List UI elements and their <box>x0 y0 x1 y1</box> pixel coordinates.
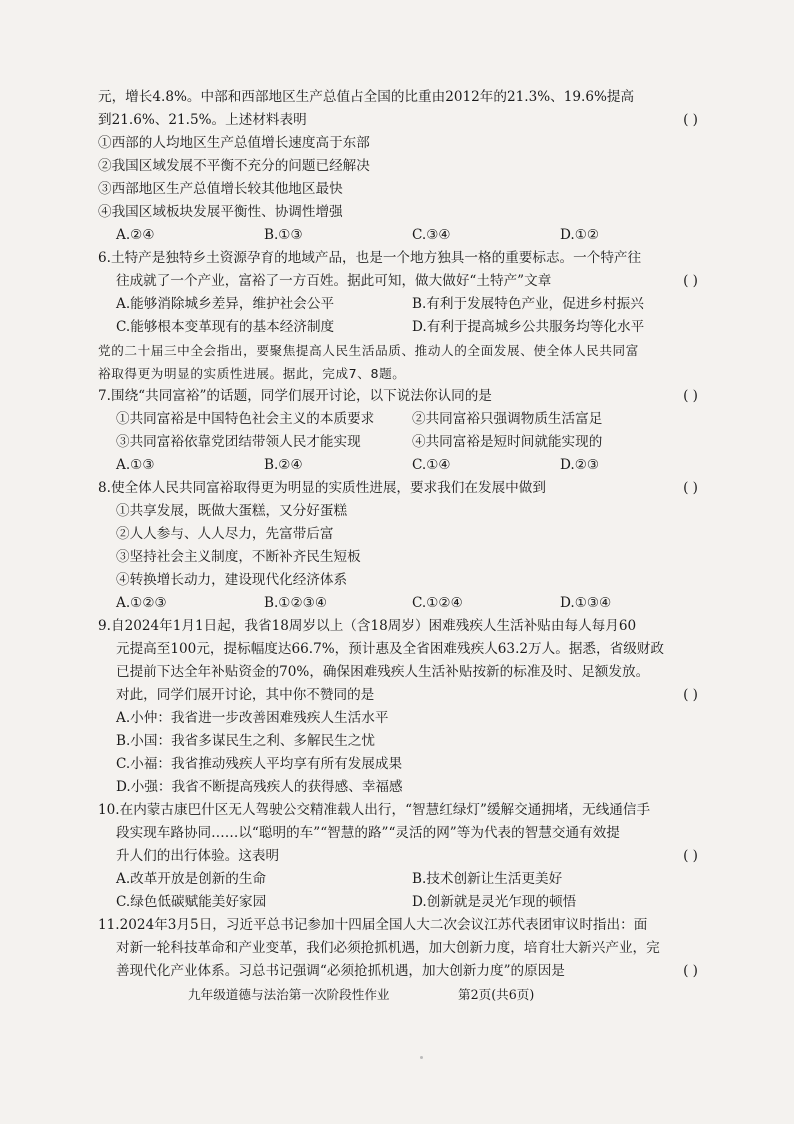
q6-option-a: A.能够消除城乡差异，维护社会公平 <box>116 296 335 312</box>
q7-item-3: ③共同富裕依靠党团结带领人民才能实现 <box>116 434 361 450</box>
q9-option-d: D.小强：我省不断提高残疾人的获得感、幸福感 <box>116 779 403 795</box>
q5-option-c: C.③④ <box>412 227 451 243</box>
q5-item-1: ①西部的人均地区生产总值增长速度高于东部 <box>98 135 370 151</box>
q9-line4 <box>98 684 708 707</box>
q6-option-c: C.能够根本变革现有的基本经济制度 <box>116 319 335 335</box>
q9-line3: 已提前下达全年补贴资金的70%，确保困难残疾人生活补贴按新的标准及时、足额发放。 <box>116 664 650 680</box>
q9-option-c: C.小福：我省推动残疾人平均享有所有发展成果 <box>116 756 403 772</box>
q7-stem-text: 7.围绕“共同富裕”的话题，同学们展开讨论，以下说法你认同的是 <box>98 388 492 404</box>
q7-option-a: A.①③ <box>116 457 155 473</box>
q8-option-d: D.①③④ <box>560 595 612 611</box>
q5-answer-bracket: ( ) <box>683 112 698 128</box>
q7-items-row2 <box>98 431 708 454</box>
q8-stem <box>98 477 708 500</box>
q7-item-2: ②共同富裕只强调物质生活富足 <box>412 411 603 427</box>
q5-line1: 元，增长4.8%。中部和西部地区生产总值占全国的比重由2012年的21.3%、19.6%提高 <box>98 89 635 105</box>
q9-option-b: B.小国：我省多谋民生之利、多解民生之忧 <box>116 733 375 749</box>
q8-item-2: ②人人参与、人人尽力，先富带后富 <box>116 526 334 542</box>
q11-answer-bracket: ( ) <box>683 963 698 979</box>
q5-line2 <box>98 109 708 132</box>
q8-option-c: C.①②④ <box>412 595 463 611</box>
q7-option-b: B.②④ <box>264 457 303 473</box>
material-line1: 党的二十届三中全会指出，要聚焦提高人民生活品质、推动人的全面发展、使全体人民共同富 <box>98 343 639 358</box>
footer-exam-title: 九年级道德与法治第一次阶段性作业 <box>188 987 390 1002</box>
q8-stem-text: 8.使全体人民共同富裕取得更为明显的实质性进展，要求我们在发展中做到 <box>98 480 546 496</box>
q8-item-4: ④转换增长动力，建设现代化经济体系 <box>116 572 348 588</box>
q8-item-3: ③坚持社会主义制度，不断补齐民生短板 <box>116 549 361 565</box>
q5-options <box>98 224 708 247</box>
q6-options-row2 <box>98 316 708 339</box>
q6-line1: 6.土特产是独特乡土资源孕育的地域产品，也是一个地方独具一格的重要标志。一个特产往 <box>98 250 642 266</box>
q9-option-a: A.小仲：我省进一步改善困难残疾人生活水平 <box>116 710 389 726</box>
q5-line2-text: 到21.6%、21.5%。上述材料表明 <box>98 112 307 128</box>
q6-options-row1 <box>98 293 708 316</box>
q6-option-d: D.有利于提高城乡公共服务均等化水平 <box>412 319 645 335</box>
q10-option-d: D.创新就是灵光乍现的顿悟 <box>412 894 577 910</box>
q6-line2-text: 往成就了一个产业，富裕了一方百姓。据此可知，做大做好“土特产”文章 <box>116 273 552 289</box>
q7-item-1: ①共同富裕是中国特色社会主义的本质要求 <box>116 411 375 427</box>
q11-line1: 11.2024年3月5日，习近平总书记参加十四届全国人大二次会议江苏代表团审议时指出：面 <box>98 917 648 933</box>
q7-options <box>98 454 708 477</box>
q10-options-row1 <box>98 868 708 891</box>
q10-line2: 段实现车路协同……以“聪明的车”“智慧的路”“灵活的网”等为代表的智慧交通有效提 <box>116 825 620 841</box>
q5-item-2: ②我国区域发展不平衡不充分的问题已经解决 <box>98 158 370 174</box>
q10-options-row2 <box>98 891 708 914</box>
q11-line2: 对新一轮科技革命和产业变革，我们必须抢抓机遇，加大创新力度，培育壮大新兴产业，完 <box>116 940 660 956</box>
q11-line3 <box>98 960 708 983</box>
scan-speck <box>420 1056 423 1059</box>
q6-answer-bracket: ( ) <box>683 273 698 289</box>
q11-line3-text: 善现代化产业体系。习总书记强调“必须抢抓机遇，加大创新力度”的原因是 <box>116 963 565 979</box>
q10-answer-bracket: ( ) <box>683 848 698 864</box>
q5-option-a: A.②④ <box>116 227 155 243</box>
q9-line4-text: 对此，同学们展开讨论，其中你不赞同的是 <box>116 687 375 703</box>
q10-option-b: B.技术创新让生活更美好 <box>412 871 563 887</box>
q5-option-d: D.①② <box>560 227 600 243</box>
q7-item-4: ④共同富裕是短时间就能实现的 <box>412 434 603 450</box>
q9-line2: 元提高至100元，提标幅度达66.7%，预计惠及全省困难残疾人63.2万人。据悉，省级财政 <box>116 641 664 657</box>
q8-answer-bracket: ( ) <box>683 480 698 496</box>
q10-line1: 10.在内蒙古康巴什区无人驾驶公交精准载人出行，“智慧红绿灯”缓解交通拥堵，无线通信手 <box>98 802 651 818</box>
q5-item-4: ④我国区域板块发展平衡性、协调性增强 <box>98 204 343 220</box>
q10-line3 <box>98 845 708 868</box>
q7-stem <box>98 385 708 408</box>
q5-item-3: ③西部地区生产总值增长较其他地区最快 <box>98 181 343 197</box>
footer-page-number: 第2页(共6页) <box>458 987 535 1002</box>
q8-item-1: ①共享发展，既做大蛋糕，又分好蛋糕 <box>116 503 348 519</box>
q6-line2 <box>98 270 708 293</box>
q7-option-d: D.②③ <box>560 457 600 473</box>
q7-items-row1 <box>98 408 708 431</box>
material-line2: 裕取得更为明显的实质性进展。据此，完成7、8题。 <box>98 366 406 381</box>
q7-option-c: C.①④ <box>412 457 451 473</box>
q10-option-a: A.改革开放是创新的生命 <box>116 871 267 887</box>
q8-option-a: A.①②③ <box>116 595 167 611</box>
q10-option-c: C.绿色低碳赋能美好家园 <box>116 894 267 910</box>
q8-options <box>98 592 708 615</box>
q9-line1: 9.自2024年1月1日起，我省18周岁以上（含18周岁）困难残疾人生活补贴由每人每月60 <box>98 618 637 634</box>
q10-line3-text: 升人们的出行体验。这表明 <box>116 848 280 864</box>
q6-option-b: B.有利于发展特色产业，促进乡村振兴 <box>412 296 644 312</box>
q8-option-b: B.①②③④ <box>264 595 328 611</box>
q7-answer-bracket: ( ) <box>683 388 698 404</box>
q9-answer-bracket: ( ) <box>683 687 698 703</box>
q5-option-b: B.①③ <box>264 227 303 243</box>
page-content <box>98 86 708 983</box>
